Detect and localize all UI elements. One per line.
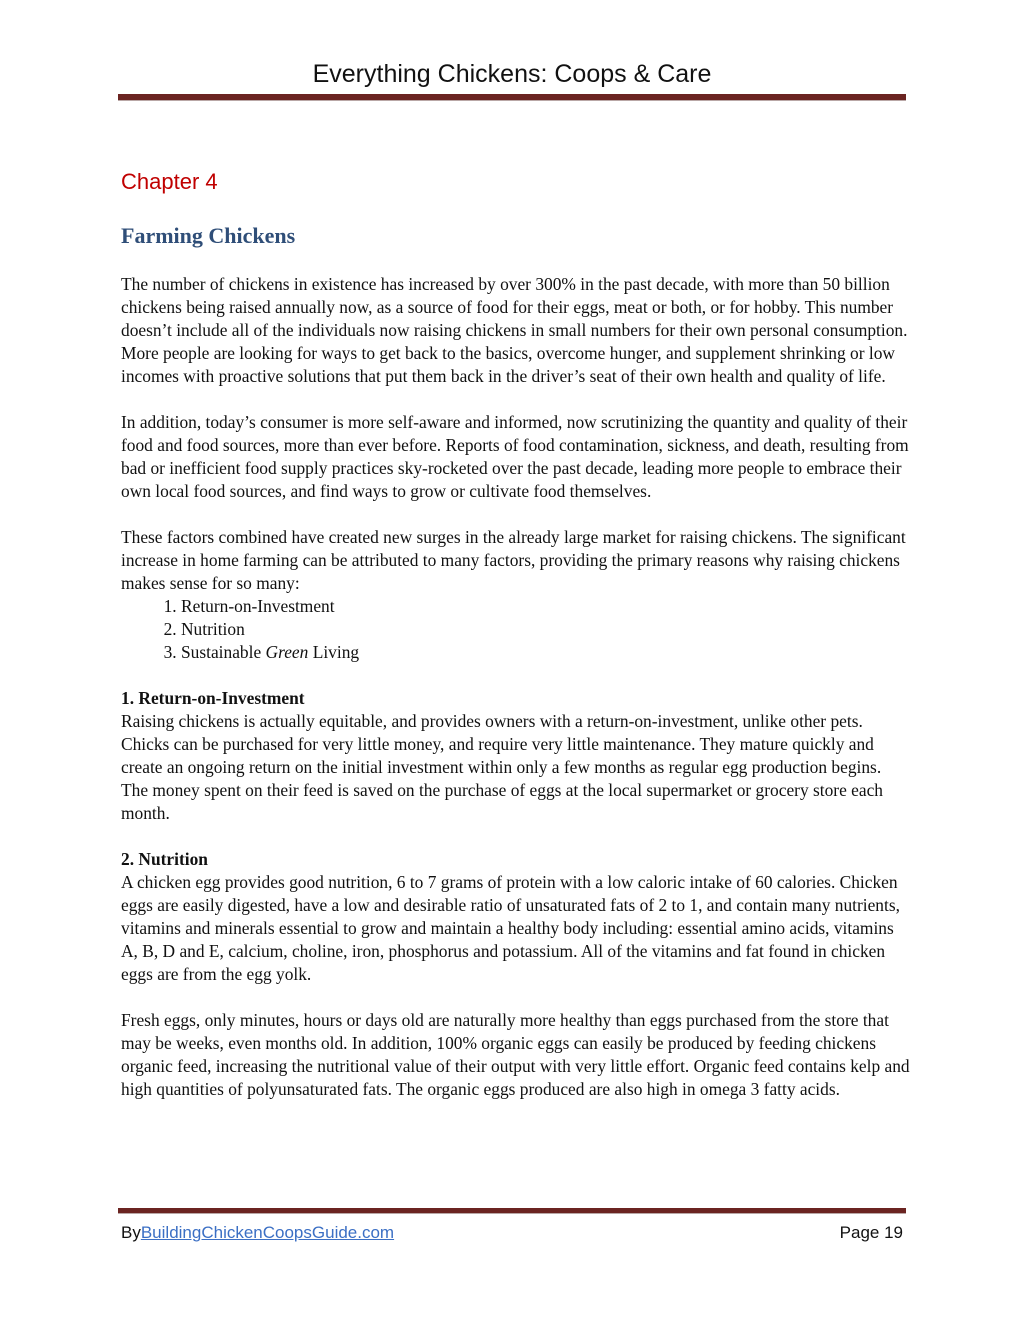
list-item [181, 641, 911, 664]
chapter-heading: Chapter 4 [121, 169, 218, 194]
reasons-list [121, 595, 911, 664]
footer-rule-thin [118, 1213, 906, 1214]
list-item-emphasis: Green [265, 642, 309, 662]
paragraph: The number of chickens in existence has increased by over 300% in the past decade, with more than 50 billion chickens being raised annually now, as a source of food for their eggs, meat or both, or for hobby. This number doesn’t include all of the individuals now raising chickens in small numbers for their own personal consumption. More people are looking for ways to get back to the basics, overcome hunger, and supplement shrinking or low incomes with proactive solutions that put them back in the driver’s seat of their own health and quality of life. [121, 274, 908, 386]
nutrition-heading: 2. Nutrition [121, 849, 208, 869]
nutrition-paragraph-2: Fresh eggs, only minutes, hours or days old are naturally more healthy than eggs purchased from the store that may be weeks, even months old. In addition, 100% organic eggs can easily be produced by feeding chickens organic feed, increasing the nutritional value of their output with very little effort. Organic feed contains kelp and high quantities of polyunsaturated fats. The organic eggs produced are also high in omega 3 fatty acids. [121, 1010, 910, 1099]
roi-heading: 1. Return-on-Investment [121, 688, 305, 708]
nutrition-paragraph: A chicken egg provides good nutrition, 6 to 7 grams of protein with a low caloric intake of 60 calories. Chicken eggs are easily digested, have a low and desirable ratio of unsaturated fats of 2 to 1, and contain many nutrients, vitamins and minerals essential to grow and maintain a healthy body including: essential amino acids, vitamins A, B, D and E, calcium, choline, iron, phosphorus and potassium. All of the vitamins and fat found in chicken eggs are from the egg yolk. [121, 872, 900, 984]
page-header-title: Everything Chickens: Coops & Care [312, 60, 712, 88]
header-rule-thin [118, 100, 906, 101]
list-item-text-suffix: Living [308, 642, 360, 662]
list-item-text-prefix: Sustainable [181, 642, 266, 662]
paragraph: These factors combined have created new surges in the already large market for raising chickens. The significant increase in home farming can be attributed to many factors, providing the primary reasons why raising chickens makes sense for so many: [121, 527, 906, 593]
section-title: Farming Chickens [121, 223, 296, 248]
page-footer [121, 1221, 903, 1245]
list-item-text: Return-on-Investment [181, 596, 335, 616]
list-item [181, 618, 911, 641]
footer-by-label: By [121, 1223, 141, 1242]
list-item [181, 595, 911, 618]
page-number: Page 19 [839, 1223, 903, 1242]
list-item-text: Nutrition [181, 619, 245, 639]
footer-website-link[interactable]: BuildingChickenCoopsGuide.com [140, 1223, 395, 1242]
document-body [121, 273, 911, 1101]
paragraph: In addition, today’s consumer is more self-aware and informed, now scrutinizing the quantity and quality of their food and food sources, more than ever before. Reports of food contamination, sickness, and death, resulting from bad or inefficient food supply practices sky-rocketed over the past decade, leading more people to embrace their own local food sources, and find ways to grow or cultivate food themselves. [121, 412, 909, 501]
roi-paragraph: Raising chickens is actually equitable, and provides owners with a return-on-investment, unlike other pets. Chicks can be purchased for very little money, and require very little maintenance. They mature quickly and create an ongoing return on the initial investment within only a few months as regular egg production begins. The money spent on their feed is saved on the purchase of eggs at the local supermarket or grocery store each month. [121, 711, 884, 823]
